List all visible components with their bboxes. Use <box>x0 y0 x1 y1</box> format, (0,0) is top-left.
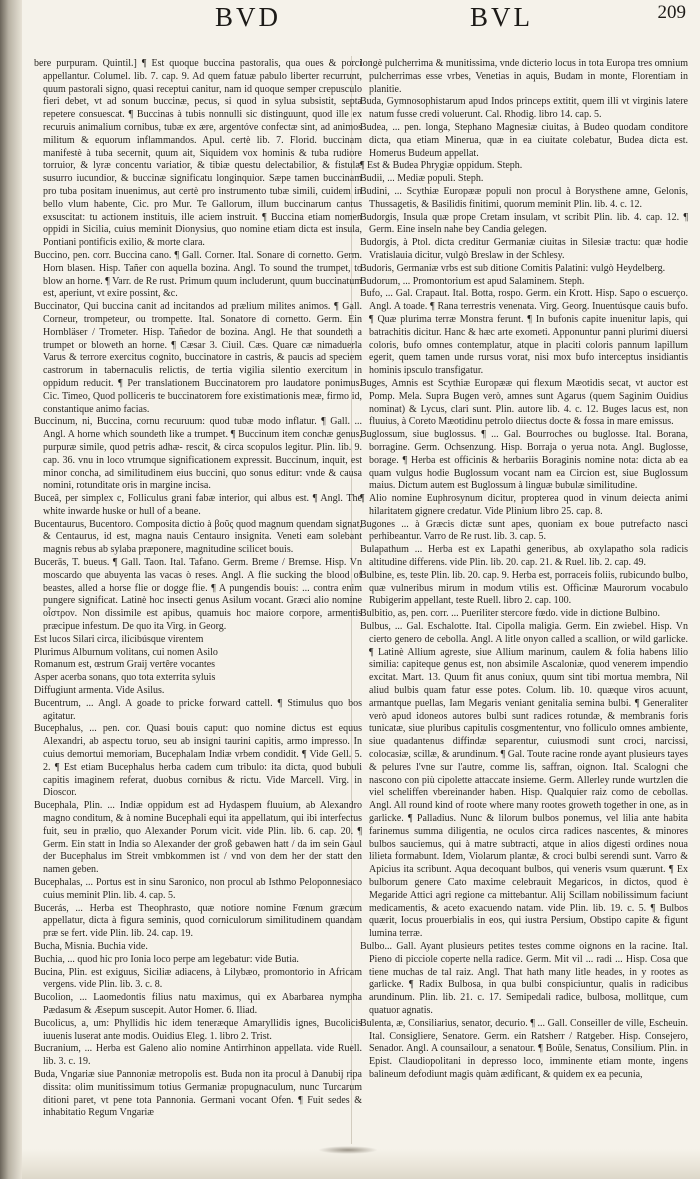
dictionary-entry: Bucentrum, ... Angl. A goade to pricke forward cattell. ¶ Stimulus quo bos agitatur. <box>34 697 362 722</box>
dictionary-entry: Buges, Amnis est Scythiæ Europææ qui flexum Mæotidis secat, vt auctor est Pomp. Mela. Supra Bugen verò, amnes sunt Agarus (quem Saginim Ouidius nominat) & Lycus, clari sunt. Plin. autore lib. 4. c. 12. Buges lacus est, non fluuius, à Coreto Mæotidinu petrolo diiectus docte & fossa in mare emissus. <box>360 377 688 428</box>
dictionary-entry: Buccinum, ni, Buccina, cornu recuruum: quod tubæ modo inflatur. ¶ Gall. ... Angl. A horne which soundeth like a trumpet. ¶ Buccinum item conchæ genus, purpuræ simile, quod petris adhæ- rescit, & circa scopulos legitur. Plin. lib. 9. cap. 36. vnu in loco vtrumque significationem expressit. Buccinum, inquit, est minor concha, ad similitudinem eius buccini, quo sonus editur: vnde & causa nomini, rotunditate oris in margine incisa. <box>34 416 362 492</box>
left-column <box>34 58 362 1140</box>
dictionary-entry: Est lucos Silari circa, ilicibúsque virentem <box>34 633 204 645</box>
dictionary-entry: Bucranium, ... Herba est Galeno alio nomine Antirrhinon appellata. vide Ruell. lib. 3. c. 19. <box>34 1043 362 1068</box>
dictionary-entry: Bulenta, æ, Consiliarius, senator, decurio. ¶ ... Gall. Conseiller de ville, Escheuin. Ital. Consigliere, Senatore. Germ. ein Ratsherr / Ratgeber. Hisp. Consejero, Senador. Angl. A counsailour, a senatour. ¶ Boûle, Senatus, Consilium. Plin. in Epist. Claudiopolitani in depresso loco, imminente etiam monte, ingens balineum defodiunt magis quàm ædificant, & quidem ex ea pecunia, <box>360 1017 688 1080</box>
dictionary-entry: Bucha, Misnia. Buchia vide. <box>34 940 148 952</box>
dictionary-entry: Buceâ, per simplex c, Folliculus grani fabæ interior, qui albus est. ¶ Angl. The white inwarde huske or hull of a beane. <box>34 493 362 517</box>
dictionary-entry: ¶ Est & Budea Phrygiæ oppidum. Steph. <box>360 160 523 172</box>
running-head-right: BVL <box>470 2 533 32</box>
dictionary-entry: Bugones ... à Græcis dictæ sunt apes, quoniam ex boue putrefacto nasci perhibeantur. Varro de Re rust. lib. 3. cap. 5. <box>360 518 688 543</box>
dictionary-entry: Diffugiunt armenta. Vide Asilus. <box>34 685 165 697</box>
dictionary-entry: ¶ Alio nomine Euphrosynum dicitur, propterea quod in vinum deiecta animi hilaritatem gignere credatur. Vide Plinium libro 25. cap. 8. <box>360 493 688 517</box>
dictionary-entry: Bucephalus, ... pen. cor. Quasi bouis caput: quo nomine dictus est equus Alexandri, ab aspectu toruo, seu ab insigni taurini capitis, armo impresso. In cuius demortui memoriam, Bucephalam Indiæ vrbem condidit. ¶ Vide Gell. 5. 2. ¶ Est etiam Bucephalus herba cadem cum tribulo: ita dicta, quod bubuli capitis imaginem referat, duobus cornibus & rictu. Vide Marcell. Virg. in Dioscor. <box>34 723 362 799</box>
dictionary-entry: longè pulcherrima & munitissima, vnde dicterio locus in tota Europa tres omnium pulcherrimas esse vrbes, Venetias in aquis, Budam in monte, Florentiam in planitie. <box>360 58 688 95</box>
dictionary-entry: Budorum, ... Promontorium est apud Salaminem. Steph. <box>360 275 585 287</box>
dictionary-entry: Budini, ... Scythiæ Europææ populi non procul à Borysthene amne, Gelonis, Thussagetis, & Basilidis finitimi, quorum meminit Plin. lib. 4. c. 12. <box>360 185 688 210</box>
dictionary-entry: Buccinator, Qui buccina canit ad incitandos ad prælium milites animos. ¶ Gall. Corneur, trompeteur, ou trompette. Ital. Sonatore di cornetto. Germ. Ein Hornbläser / Trometer. Hisp. Tañedor de bozina. Angl. He that soundeth a trumpet or bloweth an horne. ¶ Cæsar 3. Ciuil. Cæs. Quare cæ nimaduerla Varus & terrore exercitus cognito, buccinatore in castris, & paucis ad speciem castrorum in tabernaculis relictis, de tertia vigilia silentio exercitum in oppidum reducit. ¶ Per translationem Buccinatorem pro laudatore ponimus. Cic. Timeo, Quod polliceris te buccinatorem fore existimationis meæ, firmo id, constantique animo facias. <box>34 301 362 415</box>
dictionary-entry: Buchia, ... quod hic pro Ionia loco perpe am legebatur: vide Butia. <box>34 953 299 965</box>
dictionary-entry: Bucephala, Plin. ... Indiæ oppidum est ad Hydaspem fluuium, ab Alexandro magno conditum, & à nomine Bucephali equi ita appellatum, qui ibi interfectus fuit, seu in prælio, quo Alexander Porum vicit. vide Plin. lib. 6. cap. 20. ¶ Germ. Ein statt in India so Alexander der groß gebawen hatt / da im sein Gaul der Bucephalus im Streit vmbkommen ist / vnd von dem her der statt den namen geben. <box>34 800 362 876</box>
right-column <box>360 58 688 1140</box>
dictionary-entry: Bulbine, es, teste Plin. lib. 20. cap. 9. Herba est, porraceis foliis, rubicundo bulbo, quæ vulneribus mirum in modum vtilis est. Officinæ Maurorum vocabulo Rubigerim appellant, teste Ruell. libro 2. cap. 100. <box>360 569 688 607</box>
dictionary-entry: Bulapathum ... Herba est ex Lapathi generibus, ab oxylapatho sola radicis altitudine differens. vide Plin. lib. 20. cap. 21. & Ruel. lib. 2. cap. 49. <box>360 544 688 569</box>
binding-shadow <box>0 0 22 1179</box>
dictionary-entry: Plurimus Alburnum volitans, cui nomen Asilo <box>34 646 218 658</box>
dictionary-entry: Buccino, pen. corr. Buccina cano. ¶ Gall. Corner. Ital. Sonare di cornetto. Germ. Horn blasen. Hisp. Tañer con aquella bozina. Angl. To sound the trumpet, to blow an horne. ¶ Varr. de Re rust. Primum quum includerunt, quum buccinatum est, aperiunt, vt exire possint, &c. <box>34 249 362 300</box>
dictionary-entry: Bucephalas, ... Portus est in sinu Saronico, non procul ab Isthmo Peloponnesiaco cuius meminit Plin. lib. 4. cap. 5. <box>34 877 362 901</box>
dictionary-entry: Bulbo... Gall. Ayant plusieurs petites testes comme oignons en la racine. Ital. Pieno di picciole coperte nella radice. Germ. Mit vil ... radi ... Hisp. Cosa que tiene muchas de tal raiz. Angl. That hath many litle heades, in y rootes as garlicke. ¶ Radix Bulbosa, in qua bulbi conspiciuntur, qualis in radicibus arundinum. Plin. lib. 21. c. 17. Semipedali radice, bulbosa, mollitque, cum quatuor agnatis. <box>360 940 688 1016</box>
dictionary-entry: Bucerās, T. bueus. ¶ Gall. Taon. Ital. Tafano. Germ. Breme / Bremse. Hisp. Vn moscardo que abuyenta las vacas ò reses. Angl. A flie sucking the blood of beastes, alled a horse flie or dogge flie. ¶ A pungendis bouis: ... contra enim pungere significat. Latinè hoc insecti genus Asilum vocant. Græci alio nomine οἶστρον. Non dissimile est apibus, quamuis hoc maiore corpore, armentis præcipue infestum. De quo ita Virg. in Georg. <box>34 557 362 633</box>
dictionary-entry: Bufo, ... Gal. Crapaut. Ital. Botta, rospo. Germ. ein Krott. Hisp. Sapo o escuerço. Angl. A toade. ¶ Rana terrestris venenata. Virg. Georg. Inuentúsque cauis bufo. ¶ Quæ plurima terræ Monstra ferunt. ¶ In bufonis capite inuenitur lapis, qui batrachitis dicitur. Hanc & hæc arte exometi. Apponuntur panni plurimi diuersi coloris, bufo omnes contemplatur, atque in placiti coloris pannum lapillum egerit, quem tamen unde rursus vorat, nisi mox bufo interceptus insidiantis hominis ipsculo transfigatur. <box>360 288 688 377</box>
dictionary-entry: Buda, Gymnosophistarum apud Indos princeps extitit, quem illi vt virginis latere natum fusse credi voluerunt. Cal. Rhodig. libro 14. cap. 5. <box>360 96 688 121</box>
dictionary-entry: Budoris, Germaniæ vrbs est sub ditione Comitis Palatini: vulgò Heydelberg. <box>360 262 666 274</box>
dictionary-entry: Asper acerba sonans, quo tota exterrita syluis <box>34 672 216 684</box>
dictionary-entry: Bucolicus, a, um: Phyllidis hic idem teneræque Amaryllidis ignes, Bucolicis iuuenis luserat ante modis. Ouidius Eleg. 1. libro 2. Trist. <box>34 1017 362 1042</box>
page-number: 209 <box>657 2 686 23</box>
dictionary-entry: Budorgis, à Ptol. dicta creditur Germaniæ ciuitas in Silesiæ tractu: quæ hodie Vratislauia dicitur, vulgò Breslaw in der Schlesy. <box>360 237 688 261</box>
dictionary-entry: Budii, ... Mediæ populi. Steph. <box>360 173 484 185</box>
dictionary-entry: Bucolion, ... Laomedontis filius natu maximus, qui ex Abarbarea nympha Pædasum & Æsepum suscepit. Autor Homer. 6. Iliad. <box>34 992 362 1016</box>
dictionary-entry: Budea, ... pen. longa, Stephano Magnesiæ ciuitas, à Budeo quodam conditore dicta, qua etiam Minerua, quæ in ea ciuitate colebatur, Budea dicta est. Homerus Budeum appellat. <box>360 121 688 159</box>
dictionary-entry: Bulbitio, as, pen. corr. ... Pueriliter stercore fœdo. vide in dictione Bulbino. <box>360 608 660 620</box>
dictionary-entry: Bulbus, ... Gal. Eschalotte. Ital. Cipolla maligia. Germ. Ein zwiebel. Hisp. Vn cierto genero de cebolla. Angl. A litle onyon called a scallion, or wild garlicke. ¶ Latinè Allium agreste, siue Allium marinum, caulem & folia habens lilio similia: capiteque genus est, non absimile Ascaloniæ, quod venerem impendio excitat. Mart. 13. Quum fit anus coniux, quum sint tibi mortua membra, Nil aliud bulbis quam fatur esse potes. Colum. lib. 10. quæque viros acuunt, armantque puellas, Iam Megaris veniant genitalia semina bulbi. ¶ Generaliter verò apud idoneos autores bulbi sunt radices rotundæ, & membranis foris tunicatæ, siue pluribus capitulis cosgmententur, vno folliculo omnes ambiente, siue quadantenus diffindæ separentur, cuiusmodi sunt croci, narcissi, colocasiæ, scillæ, & arundinum. ¶ Gal. Toute racine ronde ayant plusieurs tayes & pelures l'vne sur l'autre, comme lis, saffran, oignon. Ital. Scalogni che nascono con più cipolette attaccate insieme. Germ. Allerley runde wurtzlen die viel scheliffen vbereinander haben. Hisp. Qualquier raiz como de cebollas. Angl. All round kind of roote where many rootes groweth together in one, as in garlicke. ¶ Palladius. Nunc & lilorum bulbos ponemus, vel lilia ante habita farinemus summa diligentia, ne oculos circa radices nascentes, & minores bulbos sauciemus, qui à matre subtracti, atque in alios digesti ordines noua lilieta formabunt. Idem, Violarum plantæ, & croci bulbi serendi sunt. Varro & Apicius ita scribunt. Aqua decoquant bulbos, qui veneris vsum quærunt. ¶ Ex bulborum genere Cato maxime celebrauit Megaricos, in dictos, quod è Megaride Attici agri regione ca mittebantur. Alij Scillam nobilissimum faciunt medicamentis, & aceto exacuendo natam. vide Plin. lib. 19. c. 5. ¶ Bulbos quærit, Iocus prouerbialis in eos, qui iustra Persium, Obstipo capite & figunt lumina terræ. <box>360 621 688 940</box>
dictionary-entry: Budorgis, Insula quæ prope Cretam insulam, vt scribit Plin. lib. 4. cap. 12. ¶ Germ. Eine inseln nahe bey Candia gelegen. <box>360 211 688 236</box>
dictionary-entry: Buda, Vngariæ siue Pannoniæ metropolis est. Buda non ita procul à Danubij ripa dissita: olim munitissimum totius Germaniæ propugnaculum, nunc Turcarum ditioni paret, vt pene tota Pannonia. Germani vocant Ofen. ¶ Fuit sedes & inhabitatio Regum Vngariæ <box>34 1068 362 1119</box>
dictionary-entry: Romanum est, œstrum Graij vertêre vocantes <box>34 659 216 671</box>
ink-smudge <box>318 1146 378 1154</box>
dictionary-entry: Bucerás, ... Herba est Theophrasto, quæ notiore nomine Fœnum græcum appellatur, dicta à figura seminis, quod corniculorum similitudinem quandam præ se fert. vide Plin. lib. 24. cap. 19. <box>34 902 362 940</box>
running-head-left: BVD <box>215 2 282 32</box>
dictionary-entry: Buglossum, siue buglossus. ¶ ... Gal. Bourroches ou buglosse. Ital. Borana, borragine. Germ. Ochsenzung. Hisp. Borraja o yerua nota. Angl. Buglosse, borage. ¶ Herba est officinis & herbariis Boraginis nomine nota: dicta ab ea quam vulgus hodie Buglossum vocant nam ea Circion est, siue Buglossum maius. Dictum autem est Buglossum à linguæ bubulæ similitudine. <box>360 429 688 492</box>
dictionary-entry: Bucina, Plin. est exiguus, Siciliæ adiacens, à Lilybæo, promontorio in Africam vergens. vide Plin. lib. 3. c. 8. <box>34 966 362 991</box>
dictionary-entry: bere purpuram. Quintil.] ¶ Est quoque buccina pastoralis, qua oues & porci appellantur. Columel. lib. 7. cap. 9. Ad quem fatuæ pabulo liberter recurrunt, quum pastorali signo, quasi receptui canitur, nam id quoque semper crepusculo fieri debet, vt ad sonum buccinæ, pecus, si quod in sylua subsistit, septa repetere consuescat. ¶ Buccinas à tubis nonnulli sic distinguunt, quod ille ex recuruis animalium cornibus, tubæ ex ære, argentóve confectæ sint, ad animos militum & equorum inflammandos. Apul. certè lib. 7. Florid. buccinam manifestè à tuba secernit, quum ait, Siquidem vox hominis & tuba rudiore torruior, & lyræ concentu variatior, & tibiæ questu delectabilior, & fistulæ susurro iucundior, & buccinæ significatu longinquior. Sæpe tamen buccinam pro tuba positam inuenimus, aut certè pro instrumento tubæ simili, cuidem in bello vlum habente, Cic. pro Mur. Te Gallorum, illum buccinarum cantus exsuscitat: tu actionem instituis, ille aciem instruit. ¶ Buccina etiam nomen oppidi in Sicilia, cuius meminit Dionysius, quo nomine etiam dicta est insula, Pontiani pontificis exilio, & morte clara. <box>34 58 362 249</box>
dictionary-entry: Bucentaurus, Bucentoro. Composita dictio à βοῦς quod magnum quendam signat, & Centaurus, id est, magna nauis Centauro insignita. Veneti eam solebant magnis rebus ab sylaba præponere, magnitudine scilicet bouis. <box>34 518 362 556</box>
